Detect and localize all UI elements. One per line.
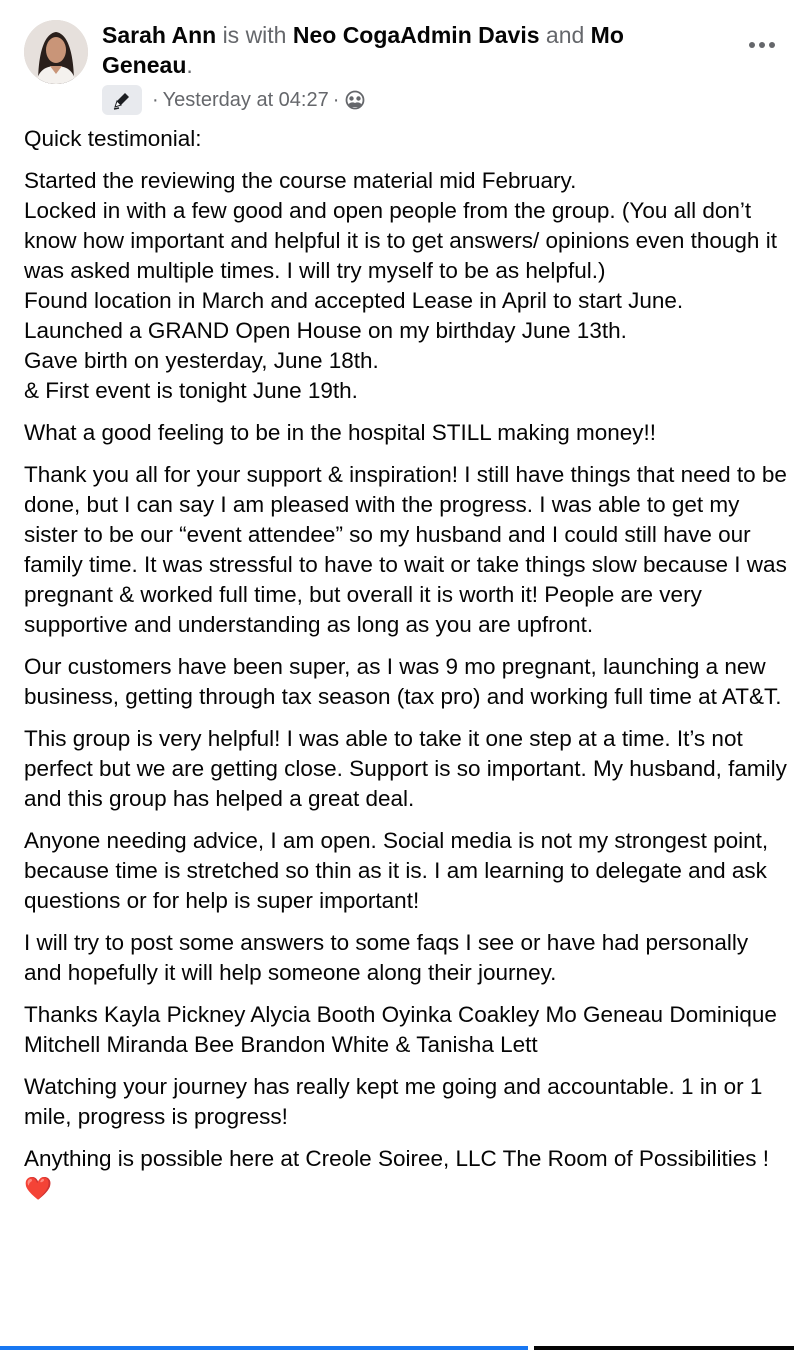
dot-icon (759, 42, 765, 48)
progress-segment-dark (534, 1346, 794, 1350)
tagged-user-2[interactable]: Mo Geneau (102, 22, 624, 78)
author-line-period: . (186, 52, 193, 78)
closing-text: Anything is possible here at Creole Soiree, LLC The Room of Possibilities ! (24, 1146, 769, 1171)
with-text: is with (222, 22, 287, 48)
author-avatar[interactable] (24, 20, 88, 84)
red-heart-emoji: ❤️ (24, 1176, 53, 1201)
tagged-user-1[interactable]: Neo CogaAdmin Davis (292, 22, 540, 48)
post-timestamp[interactable]: Yesterday at 04:27 (162, 88, 329, 111)
author-name[interactable]: Sarah Ann (102, 22, 217, 48)
post-meta (102, 84, 702, 116)
post-paragraph-3: What a good feeling to be in the hospital STILL making money!! (24, 420, 657, 445)
post-body (24, 124, 788, 1216)
post-paragraph-1: Quick testimonial: (24, 126, 202, 151)
meta-separator-2: · (332, 88, 340, 111)
post-paragraph-8: I will try to post some answers to some faqs I see or have had personally and hopefully it will help someone along their journey. (24, 930, 749, 985)
dot-icon (749, 42, 755, 48)
post-paragraph-6: This group is very helpful! I was able to take it one step at a time. It’s not perfect but we are getting close. Support is so important. My husband, family and this group has helped a great deal. (24, 726, 787, 811)
post-paragraph-5: Our customers have been super, as I was 9 mo pregnant, launching a new business, getting through tax season (tax pro) and working full time at AT&T. (24, 654, 782, 709)
bottom-progress-bar (0, 1346, 794, 1350)
author-block (102, 20, 702, 116)
pen-badge-icon[interactable] (102, 85, 142, 115)
meta-separator: · (152, 88, 159, 111)
post-header (24, 20, 784, 116)
and-text: and (545, 22, 585, 48)
post-paragraph-9: Thanks Kayla Pickney Alycia Booth Oyinka Coakley Mo Geneau Dominique Mitchell Miranda Bee Brandon White & Tanisha Lett (24, 1002, 777, 1057)
avatar-photo (24, 20, 88, 84)
post-paragraph-10: Watching your journey has really kept me going and accountable. 1 in or 1 mile, progress is progress! (24, 1074, 763, 1129)
more-options-icon[interactable] (740, 30, 784, 60)
post-paragraph-7: Anyone needing advice, I am open. Social media is not my strongest point, because time is stretched so thin as it is. I am learning to delegate and ask questions or for help is super important! (24, 828, 769, 913)
audience-glyph (345, 90, 365, 110)
post-paragraph-2: Started the reviewing the course material mid February. Locked in with a few good and open people from the group. (You all don’t know how important and helpful it is to get answers/ opinions even though it was asked multiple times. I will try myself to be as helpful.) Found location in March and accepted Lease in April to start June. Launched a GRAND Open House on my birthday June 13th. Gave birth on yesterday, June 18th. & First event is tonight June 19th. (24, 168, 777, 403)
progress-segment-blue (0, 1346, 528, 1350)
post-paragraph-4: Thank you all for your support & inspiration! I still have things that need to be done, but I can say I am pleased with the progress. I was able to get my sister to be our “event attendee” so my husband and I could still have our family time. It was stressful to have to wait or take things slow because I was pregnant & worked full time, but overall it is worth it! People are very supportive and understanding as long as you are upfront. (24, 462, 787, 637)
dot-icon (769, 42, 775, 48)
pen-badge-glyph (111, 89, 133, 111)
audience-icon[interactable] (345, 90, 365, 110)
author-line (102, 20, 702, 80)
post-paragraph-11 (24, 1144, 788, 1204)
